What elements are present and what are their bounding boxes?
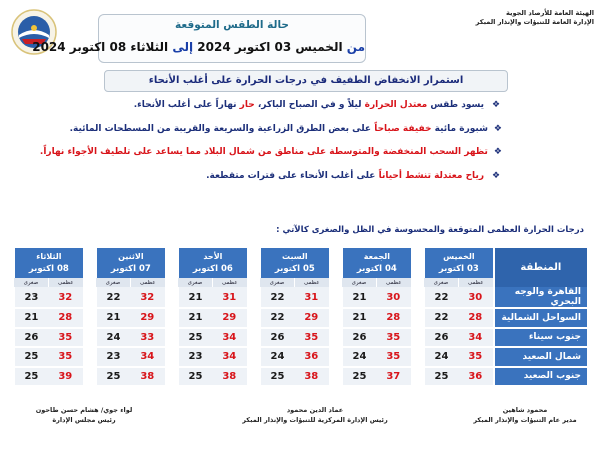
max-temp-cell: 35 (458, 348, 493, 368)
max-temp-cell: 28 (48, 309, 83, 329)
region-name: القاهرة والوجه البحري (493, 287, 587, 309)
day-header: الجمعة 04 اكتوبر (341, 248, 411, 278)
min-temp-cell: 26 (341, 329, 376, 349)
min-temp-cell: 25 (341, 368, 376, 388)
max-temp-cell: 35 (376, 329, 411, 349)
day-header: السبت 05 اكتوبر (259, 248, 329, 278)
max-temp-cell: 30 (458, 287, 493, 309)
range-to-label: إلى (172, 40, 194, 54)
min-temp-cell: 22 (95, 287, 130, 309)
table-row (13, 287, 587, 309)
table-row (13, 329, 587, 349)
min-temp-cell: 25 (177, 368, 212, 388)
bullet-text: شبورة مائية (434, 123, 488, 134)
diamond-bullet-icon: ❖ (491, 170, 501, 181)
range-from-label: من (346, 40, 365, 54)
table-row (13, 368, 587, 388)
region-name: جنوب الصعيد (493, 368, 587, 388)
bullet-text: نهاراً على أغلب الأنحاء. (133, 100, 237, 110)
signature-name: لواء جوي/ هشام حسن طاحون (35, 406, 133, 414)
max-temp-cell: 34 (212, 348, 247, 368)
max-temp-cell: 37 (376, 368, 411, 388)
max-temp-cell: 36 (294, 348, 329, 368)
day-header: الأحد 06 اكتوبر (177, 248, 247, 278)
signature-role: رئيس مجلس الإدارة (52, 416, 116, 424)
min-temp-cell: 22 (423, 287, 458, 309)
region-name: شمال الصعيد (493, 348, 587, 368)
range-to: الثلاثاء 08 اكتوبر 2024 (32, 40, 169, 54)
max-temp-cell: 34 (458, 329, 493, 349)
bullet-text: يسود طقس (430, 100, 484, 110)
bullet-highlight: تظهر السحب المنخفضة والمتوسطة على مناطق من شمال البلاد مما يساعد على تلطيف الأجواء نهاراً. (39, 147, 488, 157)
min-temp-cell: 24 (423, 348, 458, 368)
min-temp-cell: 25 (13, 348, 48, 368)
page-title: حالة الطقس المتوقعة (175, 19, 289, 31)
min-label: صغرى (341, 278, 376, 287)
min-label: صغرى (13, 278, 48, 287)
signature-role: مدير عام التنبؤات والإنذار المبكر (473, 416, 577, 424)
forecast-headline: استمرار الانخفاض الطفيف في درجات الحرارة على أغلب الأنحاء (104, 70, 508, 92)
min-temp-cell: 26 (13, 329, 48, 349)
min-temp-cell: 22 (259, 287, 294, 309)
min-label: صغرى (177, 278, 212, 287)
max-temp-cell: 32 (48, 287, 83, 309)
min-temp-cell: 21 (341, 309, 376, 329)
max-temp-cell: 33 (130, 329, 165, 349)
min-temp-cell: 21 (177, 309, 212, 329)
bullet-highlight: رياح معتدلة تنشط أحياناً (378, 170, 484, 181)
min-temp-cell: 21 (177, 287, 212, 309)
max-temp-cell: 38 (130, 368, 165, 388)
max-temp-cell: 35 (376, 348, 411, 368)
diamond-bullet-icon: ❖ (493, 147, 502, 157)
min-temp-cell: 25 (259, 368, 294, 388)
organization-name (424, 9, 594, 27)
min-temp-cell: 22 (259, 309, 294, 329)
max-temp-cell: 28 (458, 309, 493, 329)
org-line-2: الإدارة العامة للتنبؤات والإنذار المبكر (475, 18, 594, 26)
max-temp-cell: 31 (212, 287, 247, 309)
day-header: الخميس 03 اكتوبر (423, 248, 493, 278)
max-label: عظمى (294, 278, 329, 287)
max-temp-cell: 35 (294, 329, 329, 349)
min-temp-cell: 23 (95, 348, 130, 368)
min-temp-cell: 23 (13, 287, 48, 309)
bullet-text: على أغلب الأنحاء على فترات متقطعة. (206, 170, 376, 181)
min-temp-cell: 21 (13, 309, 48, 329)
max-temp-cell: 30 (376, 287, 411, 309)
max-temp-cell: 29 (130, 309, 165, 329)
signature-block (14, 405, 154, 425)
min-temp-cell: 26 (259, 329, 294, 349)
bullet-highlight: خفيفة صباحاً (374, 123, 432, 134)
signature-block (455, 405, 595, 425)
day-header: الثلاثاء 08 اكتوبر (13, 248, 83, 278)
min-temp-cell: 24 (341, 348, 376, 368)
bullet-text: على بعض الطرق الزراعية والسريعة والقريبة من المسطحات المائية. (69, 123, 372, 134)
max-label: عظمى (130, 278, 165, 287)
forecast-bullets (39, 98, 502, 192)
min-label: صغرى (423, 278, 458, 287)
max-temp-cell: 28 (376, 309, 411, 329)
bullet-item (69, 122, 502, 136)
region-name: السواحل الشمالية (493, 309, 587, 329)
signature-block (225, 405, 405, 425)
min-temp-cell: 23 (177, 348, 212, 368)
bullet-text: ليلاً و في الصباح الباكر، (257, 100, 362, 110)
temperature-table (13, 248, 587, 387)
signature-role: رئيس الإدارة المركزية للتنبؤات والإنذار المبكر (242, 416, 388, 424)
max-temp-cell: 36 (458, 368, 493, 388)
bullet-item (110, 98, 502, 112)
max-temp-cell: 35 (48, 329, 83, 349)
max-label: عظمى (376, 278, 411, 287)
max-label: عظمى (458, 278, 493, 287)
max-temp-cell: 35 (48, 348, 83, 368)
min-temp-cell: 24 (95, 329, 130, 349)
signature-name: محمود شاهين (502, 406, 548, 414)
table-row (13, 309, 587, 329)
max-temp-cell: 38 (212, 368, 247, 388)
min-label: صغرى (95, 278, 130, 287)
bullet-item (110, 169, 502, 183)
org-line-1: الهيئة العامة للأرصاد الجوية (506, 9, 594, 17)
max-temp-cell: 32 (130, 287, 165, 309)
max-label: عظمى (48, 278, 83, 287)
max-temp-cell: 34 (130, 348, 165, 368)
table-row (13, 348, 587, 368)
min-temp-cell: 21 (341, 287, 376, 309)
min-temp-cell: 22 (423, 309, 458, 329)
min-temp-cell: 24 (259, 348, 294, 368)
max-temp-cell: 38 (294, 368, 329, 388)
range-from: الخميس 03 اكتوبر 2024 (197, 40, 343, 54)
max-temp-cell: 39 (48, 368, 83, 388)
region-column-header: المنطقة (493, 248, 587, 287)
min-temp-cell: 25 (95, 368, 130, 388)
max-label: عظمى (212, 278, 247, 287)
table-caption: درجات الحرارة العظمى المتوقعة والمحسوسة في الظل والصغرى كالآتي : (276, 225, 584, 235)
min-temp-cell: 25 (13, 368, 48, 388)
bullet-item (39, 145, 502, 159)
bullet-highlight: حار (239, 100, 255, 110)
max-temp-cell: 29 (212, 309, 247, 329)
day-header: الاثنين 07 اكتوبر (95, 248, 165, 278)
max-temp-cell: 29 (294, 309, 329, 329)
title-box (32, 14, 366, 63)
diamond-bullet-icon: ❖ (491, 100, 501, 110)
bullet-highlight: معتدل الحرارة (364, 100, 428, 110)
min-temp-cell: 25 (177, 329, 212, 349)
region-name: جنوب سيناء (493, 329, 587, 349)
max-temp-cell: 31 (294, 287, 329, 309)
min-temp-cell: 26 (423, 329, 458, 349)
max-temp-cell: 34 (212, 329, 247, 349)
signature-name: عماد الدين محمود (286, 406, 344, 414)
date-range (32, 40, 365, 54)
min-temp-cell: 25 (423, 368, 458, 388)
min-label: صغرى (259, 278, 294, 287)
min-temp-cell: 21 (95, 309, 130, 329)
diamond-bullet-icon: ❖ (493, 123, 502, 134)
